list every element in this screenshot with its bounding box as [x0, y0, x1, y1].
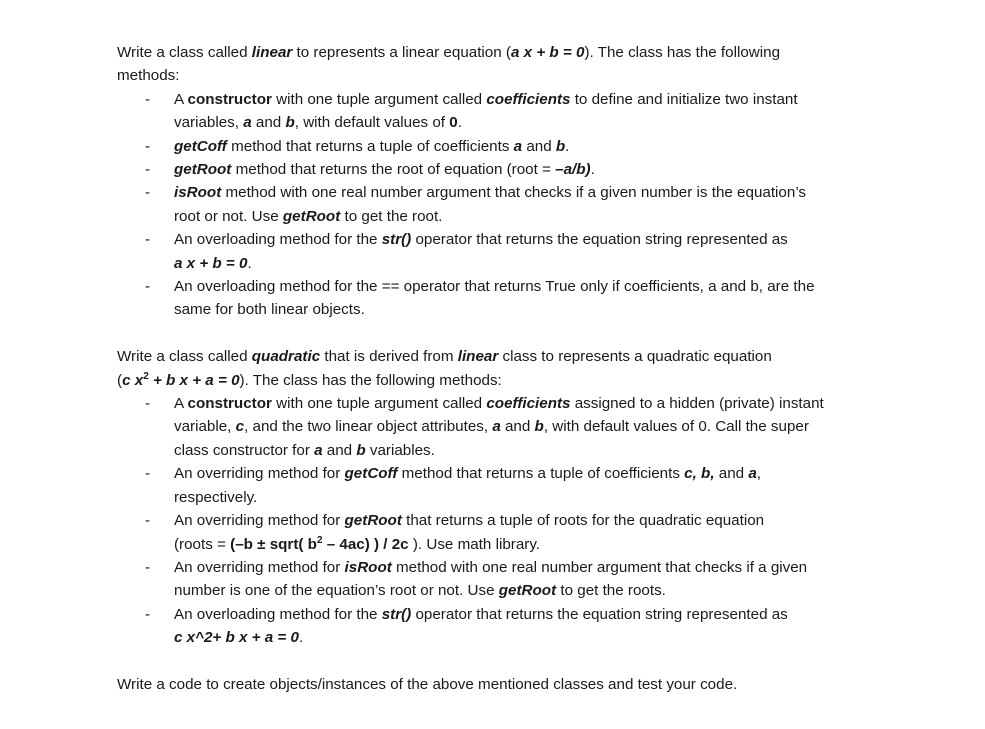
text-run: operator that returns the equation string represented as: [411, 231, 788, 249]
list-item-text: [117, 228, 897, 251]
emphasis-run: 0: [449, 114, 458, 132]
text-run: and: [714, 465, 749, 483]
list-item-text: [117, 88, 897, 111]
emphasis-run: getRoot: [498, 582, 557, 600]
closing-line: [117, 673, 897, 696]
bullet-dash: -: [145, 90, 151, 108]
text-run: Write a class called: [117, 44, 252, 61]
superscript-run: 2: [316, 534, 323, 546]
list-item-text: [117, 298, 897, 321]
text-run: and: [322, 441, 357, 459]
text-run: An overloading method for the == operator that returns True only if coefficients, a and b, are the: [174, 278, 815, 296]
text-run: , and the two linear object attributes,: [244, 418, 493, 436]
text-run: to represents a linear equation (: [292, 44, 511, 61]
text-run: , with default values of: [294, 114, 450, 132]
document-body: [117, 41, 897, 696]
bullet-dash: -: [145, 558, 151, 576]
text-run: same for both linear objects.: [174, 301, 365, 319]
emphasis-run: str(): [381, 605, 412, 623]
emphasis-run: str(): [381, 231, 412, 249]
text-run: ). The class has the following methods:: [239, 371, 502, 389]
emphasis-run: (–b ± sqrt( b: [230, 535, 317, 553]
text-run: number is one of the equation’s root or not. Use: [174, 582, 499, 600]
text-run: to get the roots.: [556, 582, 666, 600]
list-item-linear-getcoff: [117, 135, 897, 158]
text-run: Write a code to create objects/instances of the above mentioned classes and test your code.: [117, 675, 738, 693]
linear-intro-line-1: [117, 41, 897, 64]
list-item-text: [117, 626, 897, 649]
emphasis-run: c x: [122, 371, 144, 389]
list-item-text: [117, 462, 897, 485]
emphasis-run: b: [534, 418, 544, 436]
bullet-dash: -: [145, 465, 151, 483]
text-run: An overriding method for: [174, 512, 345, 530]
list-item-text: [117, 111, 897, 134]
list-item-linear-isroot: [117, 181, 897, 228]
text-run: and: [500, 418, 535, 436]
emphasis-run: c: [235, 418, 245, 436]
linear-method-list: [117, 88, 897, 322]
list-item-quadratic-constructor: [117, 392, 897, 462]
emphasis-run: a x + b = 0: [510, 44, 585, 61]
bullet-dash: -: [145, 137, 151, 155]
emphasis-run: getCoff: [344, 465, 398, 483]
bullet-dash: -: [145, 231, 151, 249]
list-item-linear-str: [117, 228, 897, 275]
emphasis-run: coefficients: [486, 90, 571, 108]
list-item-text: [117, 486, 897, 509]
paragraph-gap: [117, 650, 897, 673]
emphasis-run: a: [314, 441, 323, 459]
emphasis-run: + b x + a = 0: [148, 371, 240, 389]
list-item-text: [117, 252, 897, 275]
text-run: root or not. Use: [174, 207, 283, 225]
emphasis-run: a: [243, 114, 252, 132]
emphasis-run: a: [748, 465, 757, 483]
text-run: class constructor for: [174, 441, 315, 459]
text-run: method that returns a tuple of coefficients: [397, 465, 685, 483]
emphasis-run: getRoot: [344, 512, 402, 530]
emphasis-run: b: [555, 137, 566, 155]
emphasis-run: getRoot: [174, 161, 232, 179]
list-item-linear-getroot: [117, 158, 897, 181]
bullet-dash: -: [145, 184, 151, 202]
quadratic-intro-line-2: [117, 369, 897, 392]
list-item-text: [117, 135, 897, 158]
text-run: variables,: [174, 114, 244, 132]
list-item-text: [117, 579, 897, 602]
list-item-linear-constructor: [117, 88, 897, 135]
text-run: method that returns the root of equation (root =: [231, 161, 556, 179]
text-run: Write a class called: [117, 348, 252, 366]
emphasis-run: b: [356, 441, 366, 459]
list-item-text: [117, 275, 897, 298]
emphasis-run: linear: [457, 348, 499, 366]
emphasis-run: a x + b = 0: [174, 254, 248, 272]
superscript-run: 2: [143, 370, 149, 382]
text-run: A: [174, 90, 188, 108]
text-run: .: [590, 161, 595, 179]
linear-section: [117, 41, 897, 322]
bullet-dash: -: [145, 161, 151, 179]
text-run: and: [251, 114, 286, 132]
emphasis-run: c x^2+ b x + a = 0: [174, 629, 299, 647]
text-run: operator that returns the equation string represented as: [411, 605, 788, 623]
text-run: An overriding method for: [174, 558, 345, 576]
list-item-text: [117, 603, 897, 626]
text-run: ,: [756, 465, 762, 483]
emphasis-run: c, b,: [684, 465, 715, 483]
emphasis-run: b: [285, 114, 295, 132]
bullet-dash: -: [145, 605, 151, 623]
emphasis-run: getRoot: [282, 207, 341, 225]
text-run: An overloading method for the: [174, 231, 382, 249]
emphasis-run: constructor: [187, 395, 272, 413]
text-run: An overloading method for the: [174, 605, 382, 623]
text-run: ). The class has the following: [584, 44, 781, 61]
text-run: method with one real number argument that checks if a given: [391, 558, 808, 576]
text-run: to define and initialize two instant: [570, 90, 798, 108]
text-run: that is derived from: [320, 348, 458, 366]
text-run: variables.: [365, 441, 435, 459]
emphasis-run: isRoot: [344, 558, 392, 576]
list-item-text: [117, 415, 897, 438]
text-run: to get the root.: [340, 207, 443, 225]
list-item-text: [117, 392, 897, 415]
list-item-quadratic-getcoff: [117, 462, 897, 509]
bullet-dash: -: [145, 278, 151, 296]
text-run: method with one real number argument that checks if a given number is the equation’s: [221, 184, 807, 202]
text-run: , with default values of 0. Call the super: [543, 418, 809, 436]
bullet-dash: -: [145, 512, 151, 530]
emphasis-run: constructor: [187, 90, 272, 108]
text-run: .: [565, 137, 570, 155]
list-item-text: [117, 439, 897, 462]
list-item-quadratic-str: [117, 603, 897, 650]
list-item-text: [117, 205, 897, 228]
text-run: method that returns a tuple of coefficients: [226, 137, 514, 155]
linear-intro-line-2: [117, 64, 897, 87]
quadratic-intro-line-1: [117, 345, 897, 368]
text-run: An overriding method for: [174, 465, 345, 483]
quadratic-method-list: [117, 392, 897, 649]
text-run: assigned to a hidden (private) instant: [570, 395, 824, 413]
text-run: class to represents a quadratic equation: [498, 348, 772, 366]
emphasis-run: quadratic: [251, 348, 321, 366]
text-run: with one tuple argument called: [271, 90, 487, 108]
text-run: that returns a tuple of roots for the quadratic equation: [401, 512, 765, 530]
text-run: ). Use math library.: [408, 535, 541, 553]
bullet-dash: -: [145, 395, 151, 413]
quadratic-section: [117, 345, 897, 649]
emphasis-run: – 4ac) ) / 2c: [322, 535, 409, 553]
list-item-text: [117, 509, 897, 532]
emphasis-run: a: [492, 418, 501, 436]
list-item-text: [117, 158, 897, 181]
text-run: (roots =: [174, 535, 231, 553]
text-run: and: [522, 137, 556, 155]
text-run: .: [247, 254, 252, 272]
text-run: respectively.: [174, 488, 258, 506]
text-run: .: [457, 114, 462, 132]
text-run: methods:: [117, 67, 180, 85]
text-run: variable,: [174, 418, 236, 436]
closing-section: [117, 673, 897, 696]
emphasis-run: coefficients: [486, 395, 571, 413]
list-item-linear-eq: [117, 275, 897, 322]
emphasis-run: isRoot: [174, 184, 222, 202]
text-run: .: [298, 629, 304, 647]
emphasis-run: getCoff: [174, 137, 227, 155]
emphasis-run: linear: [251, 44, 293, 61]
list-item-text: [117, 556, 897, 579]
text-run: with one tuple argument called: [271, 395, 487, 413]
emphasis-run: –a/b): [555, 161, 591, 179]
text-run: A: [174, 395, 188, 413]
list-item-text: [117, 181, 897, 204]
text-run: (: [117, 371, 123, 389]
list-item-quadratic-isroot: [117, 556, 897, 603]
emphasis-run: a: [513, 137, 523, 155]
list-item-text: [117, 533, 897, 556]
list-item-quadratic-getroot: [117, 509, 897, 556]
paragraph-gap: [117, 322, 897, 345]
